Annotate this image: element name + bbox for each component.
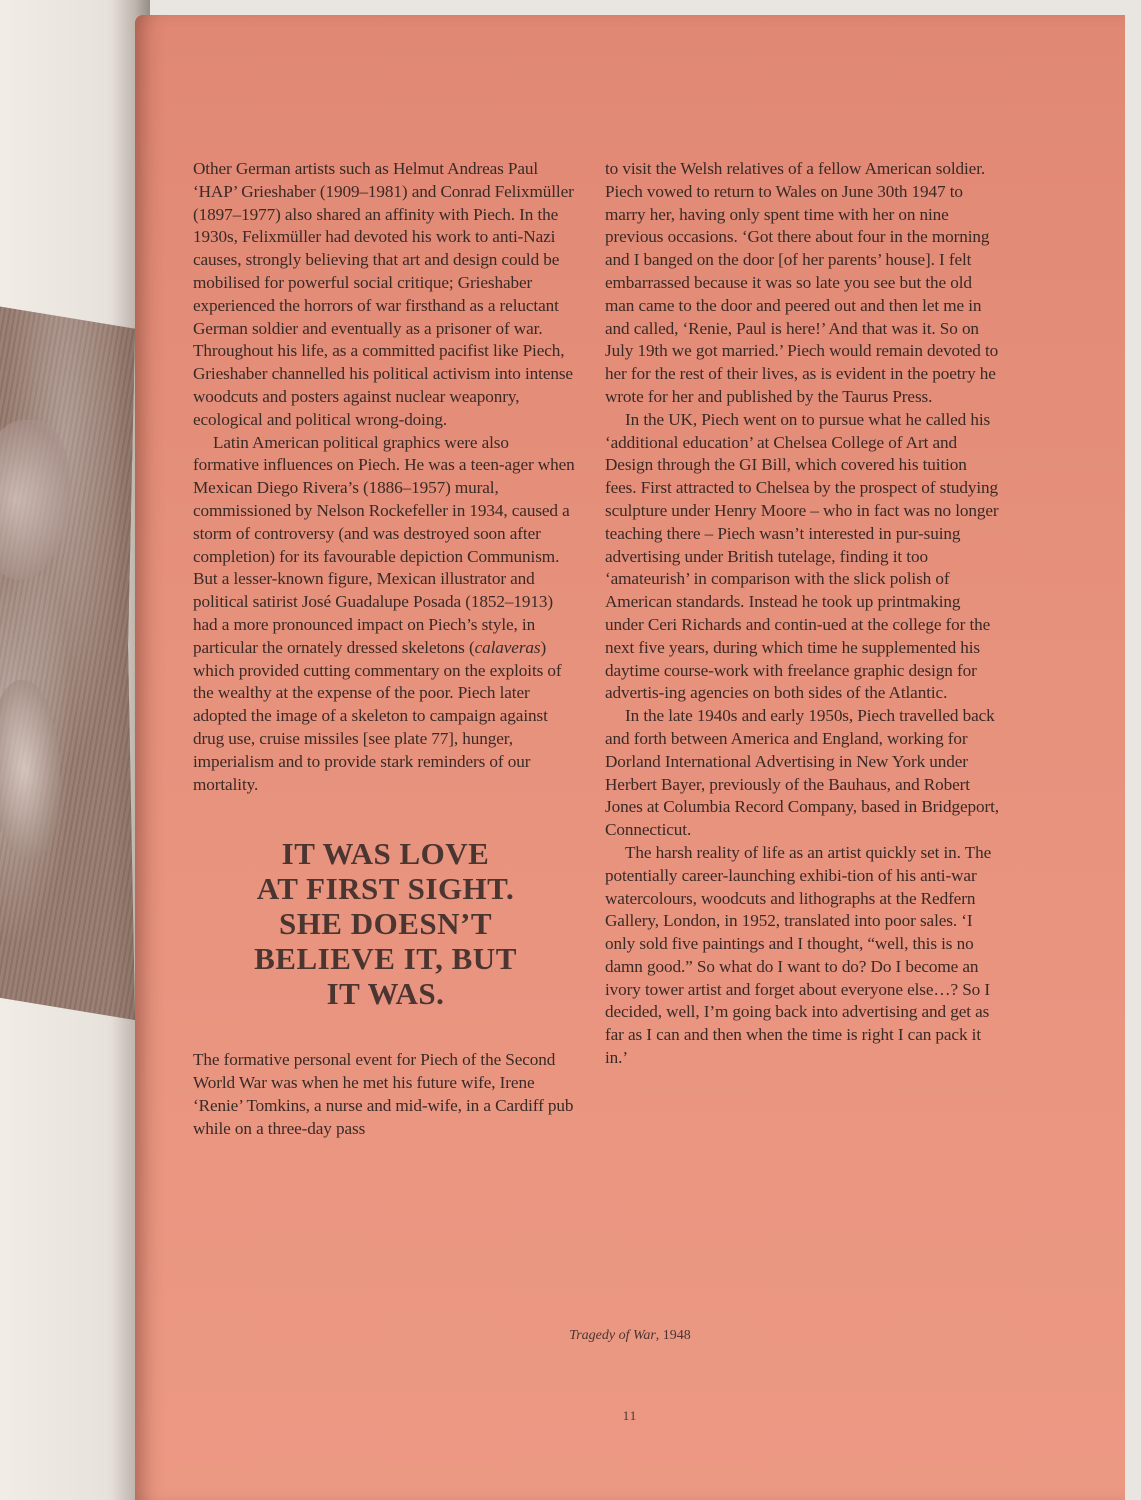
paragraph-text: ) which provided cutting commentary on the exploits of the wealthy at the expense of the poor. Piech later adopted the image of a skeleton to campaign against drug use, cruise missiles [see plate 77], hunger, imperialism and to provide stark reminders of our mortality. [193,637,562,794]
page-number: 11 [622,1408,638,1423]
pull-quote-line: SHE DOESN’T [278,906,493,942]
pull-quote-line: AT FIRST SIGHT. [256,871,515,907]
artwork-shape [0,680,60,860]
paragraph-text: Latin American political graphics were also formative influences on Piech. He was a teen-ager when Mexican Diego Rivera’s (1886–1957) mural, commissioned by Nelson Rockefeller in 1934, caused a storm of controversy (and was destroyed soon after completion) for its favourable depiction Communism. But a lesser-known figure, Mexican illustrator and political satirist José Guadalupe Posada (1852–1913) had a more pronounced impact on Piech’s style, in particular the ornately dressed skeletons ( [193,432,575,657]
pull-quote-line: IT WAS LOVE [281,836,490,872]
paragraph [193,432,578,797]
pull-quote [193,836,578,1011]
paragraph: The harsh reality of life as an artist quickly set in. The potentially career-launching exhibi-tion of his anti-war watercolours, woodcuts and lithographs at the Redfern Gallery, London, in 1952, translated into poor sales. ‘I only sold five paintings and I thought, “well, this is no damn good.” So what do I want to do? Do I become an ivory tower artist and forget about everyone else…? So I decided, well, I’m going back into advertising and get as far as I can and then when the time is right I can pack it in.’ [605,842,992,1068]
left-page [0,0,150,1500]
right-page [135,15,1125,1500]
pull-quote-line: BELIEVE IT, BUT [254,941,517,977]
italic-term: calaveras [474,637,541,657]
caption-year: , 1948 [655,1328,691,1343]
pull-quote-line: IT WAS. [326,976,445,1012]
artwork-shape [0,420,70,580]
image-caption [135,1328,1125,1344]
right-column [605,158,1000,1070]
paragraph: Other German artists such as Helmut Andreas Paul ‘HAP’ Grieshaber (1909–1981) and Conrad Felixmüller (1897–1977) also shared an affinity with Piech. In the 1930s, Felixmüller had devoted his work to anti-Nazi causes, strongly believing that art and design could be mobilised for powerful social critique; Grieshaber experienced the horrors of war firsthand as a reluctant German soldier and eventually as a prisoner of war. Throughout his life, as a committed pacifist like Piech, Grieshaber channelled his political activism into intense woodcuts and posters against nuclear weaponry, ecological and political wrong-doing. [193,159,574,429]
paragraph: In the UK, Piech went on to pursue what he called his ‘additional education’ at Chelsea College of Art and Design through the GI Bill, which covered his tuition fees. First attracted to Chelsea by the prospect of studying sculpture under Henry Moore – who in fact was no longer teaching there – Piech wasn’t interested in pur-suing advertising under British tutelage, finding it too ‘amateurish’ in comparison with the slick polish of American standards. Instead he took up printmaking under Ceri Richards and contin-ued at the college for the next five years, during which time he supplemented his daytime course-work with freelance graphic design for advertis-ing agencies on both sides of the Atlantic. [605,409,999,703]
caption-title: Tragedy of War [569,1328,656,1343]
paragraph: to visit the Welsh relatives of a fellow American soldier. Piech vowed to return to Wales on June 30th 1947 to marry her, having only spent time with her on nine previous occasions. ‘Got there about four in the morning and I banged on the door [of her parents’ house]. I felt embarrassed because it was so late you see but the old man came to the door and peered out and then let me in and called, ‘Renie, Paul is here!’ And that was it. So on July 19th we got married.’ Piech would remain devoted to her for the rest of their lives, as is evident in the poetry he wrote for her and published by the Taurus Press. [605,159,999,406]
left-column [193,158,578,1141]
paragraph: The formative personal event for Piech of the Second World War was when he met his future wife, Irene ‘Renie’ Tomkins, a nurse and mid-wife, in a Cardiff pub while on a three-day pass [193,1050,574,1138]
paragraph: In the late 1940s and early 1950s, Piech travelled back and forth between America and England, working for Dorland International Advertising in New York under Herbert Bayer, previously of the Bauhaus, and Robert Jones at Columbia Record Company, based in Bridgeport, Connecticut. [605,706,999,840]
